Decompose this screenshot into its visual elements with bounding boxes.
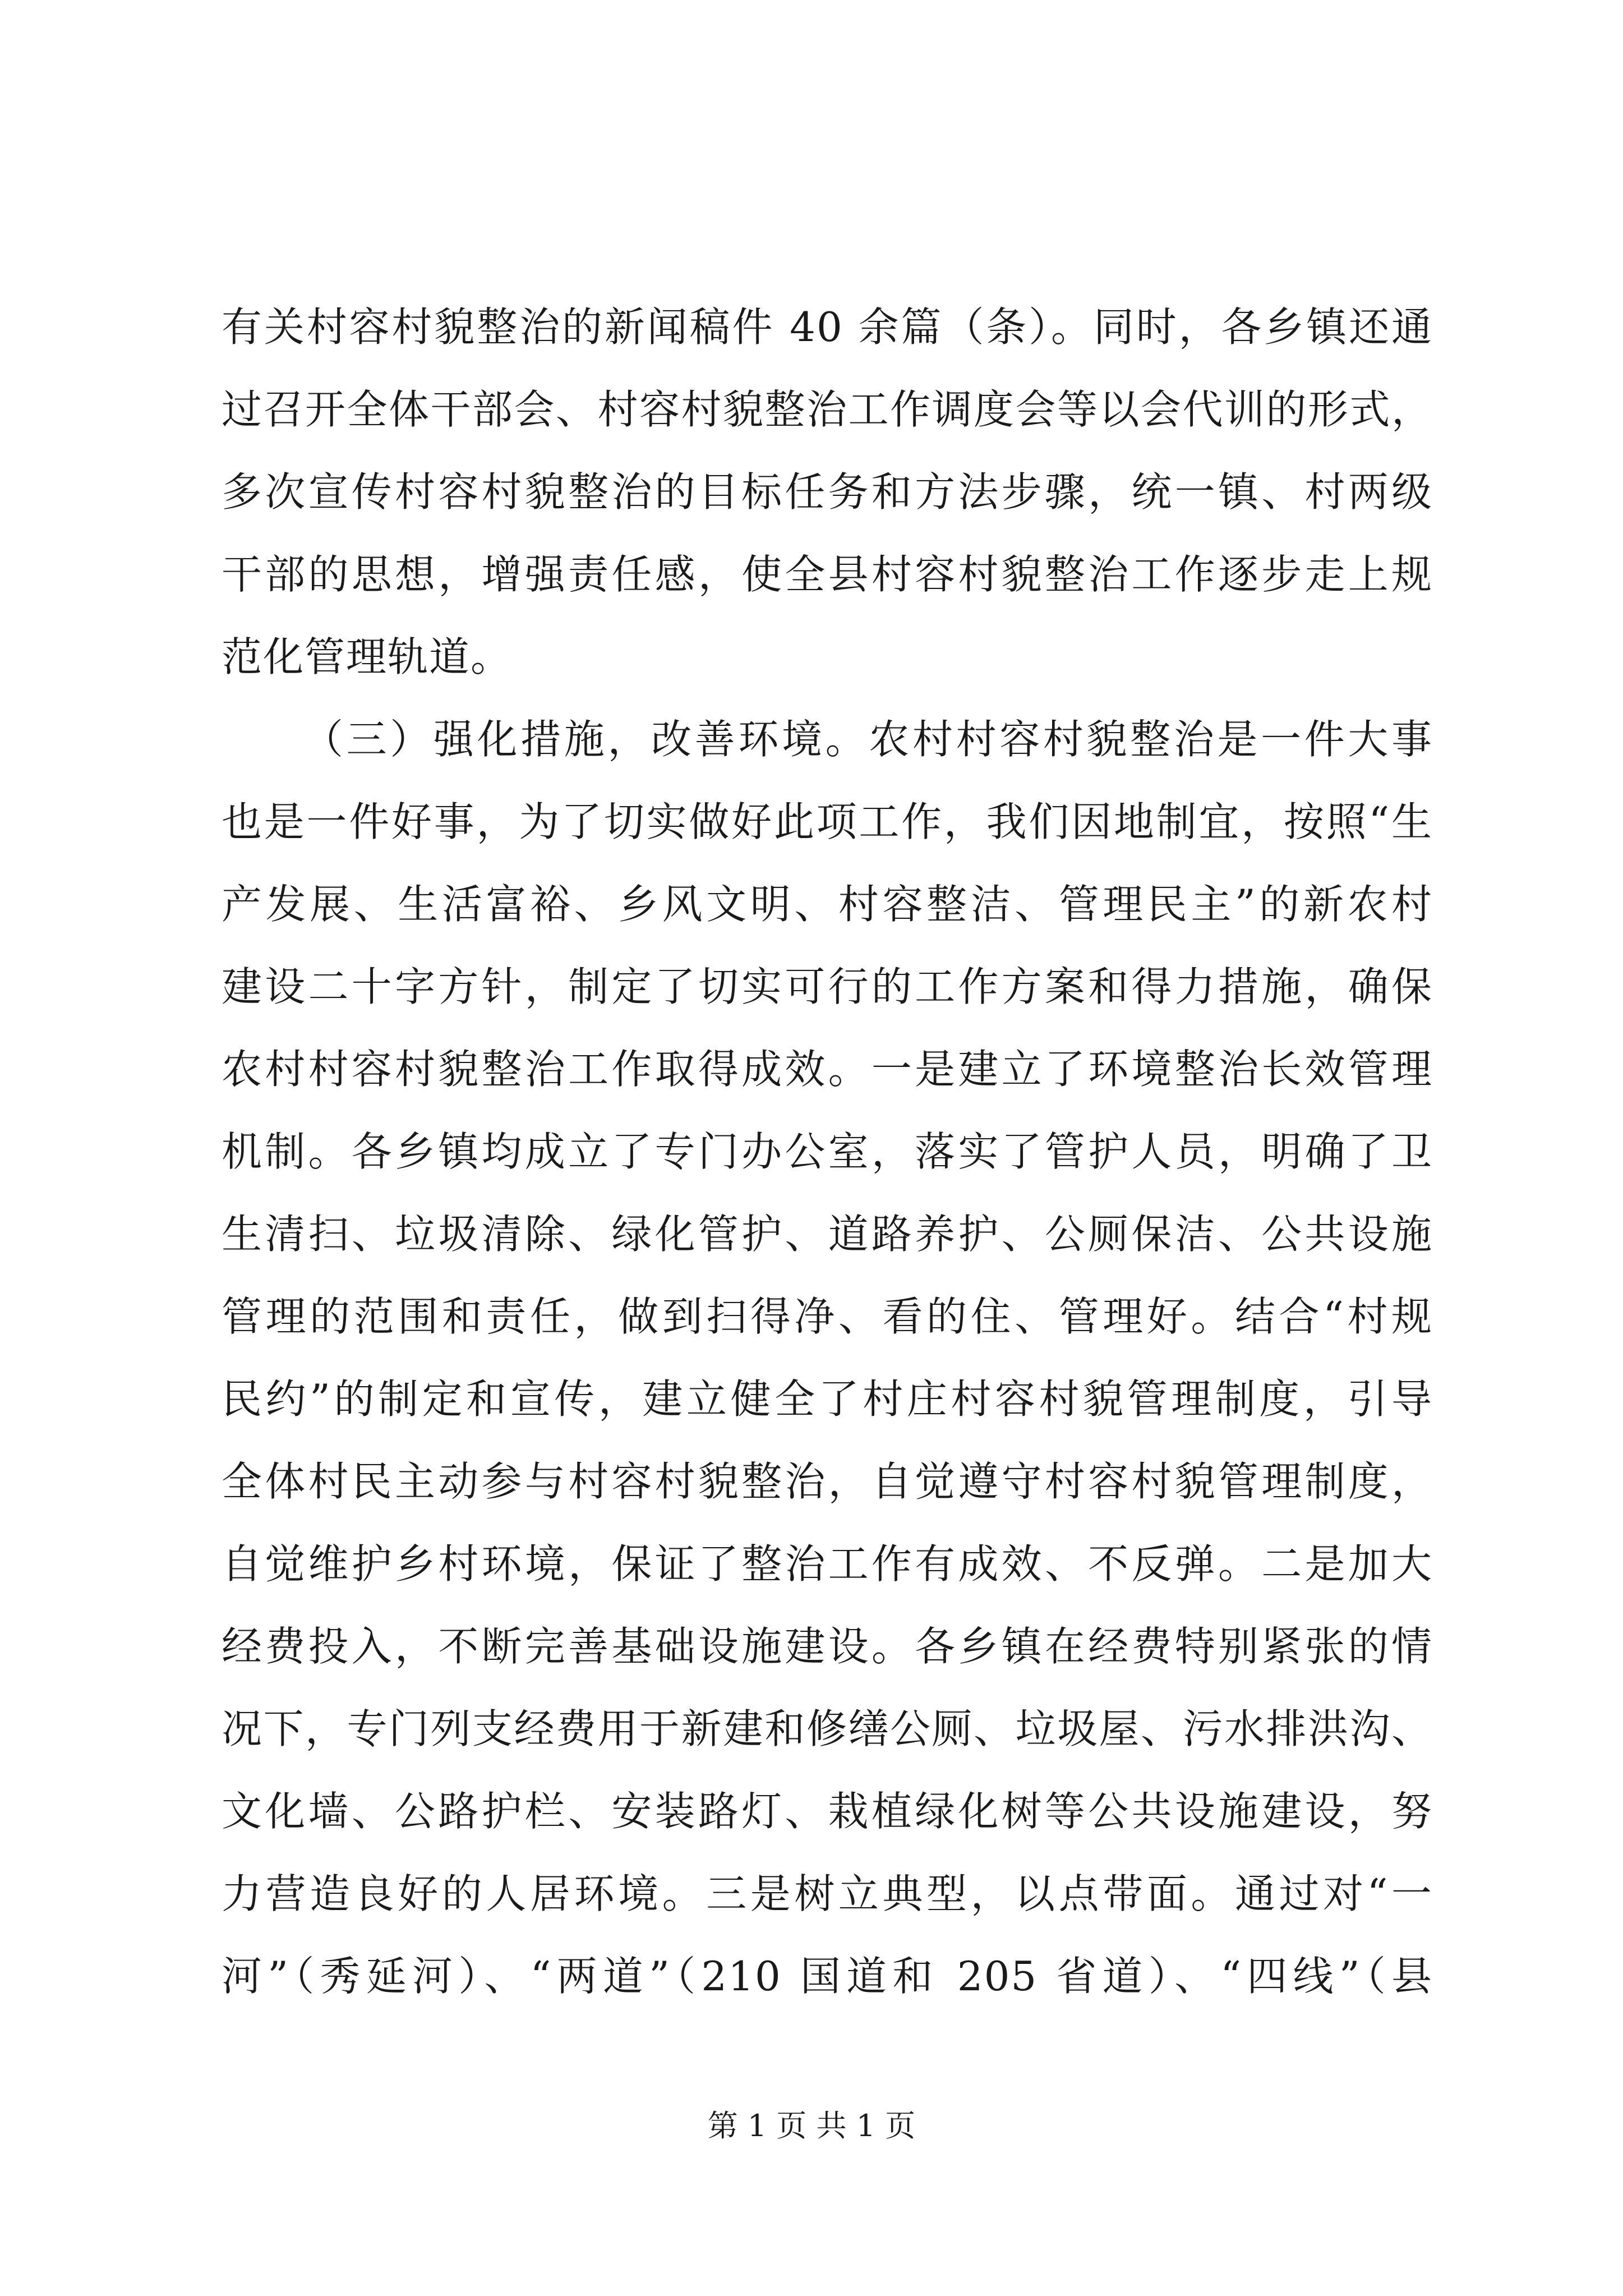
text-line: 自觉维护乡村环境，保证了整治工作有成效、不反弹。二是加大 (222, 1540, 1433, 1588)
text-line: 有关村容村貌整治的新闻稿件 40 余篇（条）。同时，各乡镇还通 (222, 303, 1433, 351)
text-line-paragraph-start: （三）强化措施，改善环境。农村村容村貌整治是一件大事 (303, 716, 1433, 763)
text-line: 建设二十字方针，制定了切实可行的工作方案和得力措施，确保 (222, 963, 1433, 1010)
text-line: 况下，专门列支经费用于新建和修缮公厕、垃圾屋、污水排洪沟、 (222, 1705, 1433, 1752)
text-line: 文化墙、公路护栏、安装路灯、栽植绿化树等公共设施建设，努 (222, 1788, 1433, 1835)
text-line: 力营造良好的人居环境。三是树立典型，以点带面。通过对“一 (222, 1870, 1433, 1917)
text-line: 生清扫、垃圾清除、绿化管护、道路养护、公厕保洁、公共设施 (222, 1211, 1433, 1258)
text-line: 民约”的制定和宣传，建立健全了村庄村容村貌管理制度，引导 (222, 1375, 1433, 1423)
text-line: 经费投入，不断完善基础设施建设。各乡镇在经费特别紧张的情 (222, 1623, 1433, 1670)
text-line: 全体村民主动参与村容村貌整治，自觉遵守村容村貌管理制度， (222, 1458, 1433, 1505)
text-line: 河”（秀延河）、“两道”（210 国道和 205 省道）、“四线”（县 (222, 1953, 1433, 2000)
text-line: 多次宣传村容村貌整治的目标任务和方法步骤，统一镇、村两级 (222, 468, 1433, 516)
text-line-paragraph-end: 范化管理轨道。 (222, 633, 513, 680)
text-line: 管理的范围和责任，做到扫得净、看的住、管理好。结合“村规 (222, 1293, 1433, 1340)
text-line: 产发展、生活富裕、乡风文明、村容整洁、管理民主”的新农村 (222, 881, 1433, 928)
page-footer: 第 1 页 共 1 页 (707, 2108, 916, 2143)
text-line: 农村村容村貌整治工作取得成效。一是建立了环境整治长效管理 (222, 1046, 1433, 1093)
text-line: 机制。各乡镇均成立了专门办公室，落实了管护人员，明确了卫 (222, 1128, 1433, 1175)
text-line: 干部的思想，增强责任感，使全县村容村貌整治工作逐步走上规 (222, 551, 1433, 598)
text-line: 也是一件好事，为了切实做好此项工作，我们因地制宜，按照“生 (222, 798, 1433, 845)
text-line: 过召开全体干部会、村容村貌整治工作调度会等以会代训的形式， (222, 386, 1433, 433)
document-body (222, 286, 1433, 2018)
